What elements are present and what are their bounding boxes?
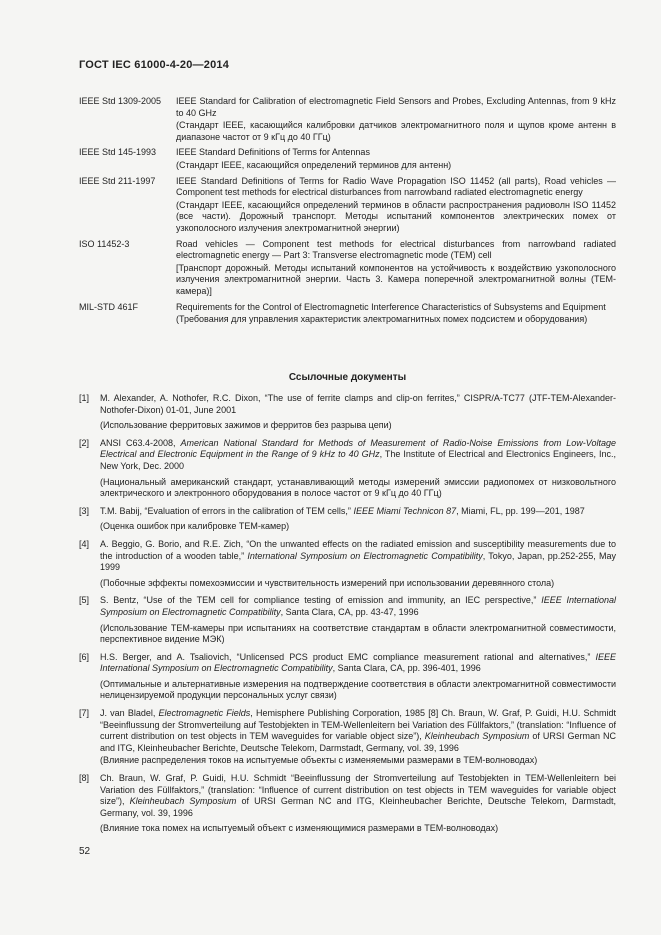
- reference-translation: (Оценка ошибок при калибровке ТЕМ-камер): [100, 521, 290, 532]
- reference-translation: (Использование ферритовых зажимов и ферритов без разрыва цепи): [100, 420, 392, 431]
- reference-body: [100, 652, 616, 702]
- standard-row: [79, 302, 616, 326]
- standard-code: ISO 11452-3: [79, 238, 130, 249]
- reference-number: [7]: [79, 708, 90, 719]
- reference-body: [100, 438, 616, 500]
- standard-description: [176, 176, 616, 235]
- reference-number: [2]: [79, 437, 90, 448]
- standard-row: [79, 176, 616, 235]
- reference-text: S. Bentz, “Use of the TEM cell for compliance testing of emission and immunity, an IEC perspective,”: [100, 595, 542, 606]
- standards-list: [79, 96, 616, 330]
- reference-citation: [100, 393, 616, 416]
- reference-text: J. van Bladel,: [100, 708, 159, 719]
- reference-text: T.M. Babij, “Evaluation of errors in the calibration of TEM cells,”: [100, 505, 354, 516]
- reference-item: [79, 393, 616, 432]
- reference-text: ANSI C63.4-2008,: [100, 437, 181, 448]
- standard-row: [79, 96, 616, 143]
- reference-italic-text: IEEE International Symposium on Electromagnetic Compatibility: [100, 651, 616, 674]
- standard-title-en: IEEE Standard for Calibration of electromagnetic Field Sensors and Probes, Excluding Antennas, from 9 kHz to 40 GHz: [176, 96, 616, 118]
- reference-item: [79, 595, 616, 645]
- reference-text: of URSI German NC and ITG, Kleinheubacher Berichte, Deutsche Telekom, Darmstadt, Germany, vol. 39, 1996: [100, 796, 617, 818]
- standard-description: [176, 96, 616, 143]
- references-list: [79, 393, 616, 841]
- standard-row: [79, 239, 616, 298]
- standard-title-ru: [Транспорт дорожный. Методы испытаний компонентов на устойчивость к воздействию узкополосного излучения электромагнитной энергии. Часть 3. Камера поперечной электромагнитной волны (ТЕМ-камера)]: [176, 262, 616, 296]
- reference-item: [79, 506, 616, 533]
- standard-title-ru: (Требования для управления характеристик электромагнитных помех подсистем и оборудования): [176, 314, 588, 325]
- standard-title-ru: (Стандарт IEEE, касающийся калибровки датчиков электромагнитного поля и щупов кроме антенн в диапазоне частот от 9 кГц до 40 ГГц): [176, 120, 616, 142]
- reference-text: A. Beggio, G. Borio, and R.E. Zich, “On the unwanted effects on the radiated emission and susceptibility measurements due to the introduction of a wooden table,”: [100, 538, 616, 561]
- reference-translation: (Влияние распределения токов на испытуемые объекты с изменяемыми размерами в ТЕМ-волноводах): [100, 755, 538, 766]
- standard-code: IEEE Std 211-1997: [79, 175, 156, 186]
- standard-title-en: IEEE Standard Definitions of Terms for Radio Wave Propagation ISO 11452 (all parts), Road vehicles — Component test methods for electrical disturbances from narrowband radiated electromagnetic energy: [176, 175, 616, 198]
- reference-italic-text: Electromagnetic Fields: [158, 708, 251, 719]
- reference-number: [5]: [79, 595, 90, 606]
- page-header: ГОСТ IEC 61000-4-20—2014: [79, 59, 230, 71]
- standard-title-en: IEEE Standard Definitions of Terms for Antennas: [176, 147, 370, 158]
- reference-number: [8]: [79, 773, 90, 784]
- reference-citation: [100, 652, 616, 675]
- reference-text: H.S. Berger, and A. Tsaliovich, “Unlicensed PCS product EMC compliance measurement rational and alternatives,”: [100, 651, 596, 662]
- reference-item: [79, 539, 616, 589]
- section-title: Ссылочные документы: [288, 372, 407, 383]
- standard-code: MIL-STD 461F: [79, 301, 139, 312]
- reference-body: [100, 773, 616, 835]
- reference-body: [100, 539, 616, 589]
- reference-translation: (Национальный американский стандарт, устанавливающий методы измерений эмиссии радиопомех от низковольтного электрического и электронного оборудования в полосе частот от 9 кГц до 40 ГГц): [100, 476, 616, 499]
- reference-number: [4]: [79, 538, 90, 549]
- reference-item: [79, 773, 616, 835]
- standard-code: IEEE Std 1309-2005: [79, 96, 162, 106]
- reference-body: [100, 393, 616, 432]
- standard-description: [176, 302, 616, 326]
- reference-text: , Hemisphere Publishing Corporation, 1985 [8] Ch. Braun, W. Graf, P. Guidi, H.U. Schmidt “Beeinflussung der Stromverteilung auf Testobjekten in TEM-Wellenleitern bei Variation des Füllfaktors,” (translation: “Influence of current distribution on test objects in TEM waveguides for variable object size”),: [100, 708, 616, 742]
- reference-text: Ch. Braun, W. Graf, P. Guidi, H.U. Schmidt “Beeinflussung der Stromverteilung auf Testobjekten in TEM-Wellenleitern bei Variation des Füllfaktors,” (translation: “Influence of current distribution on test objects in TEM waveguides for variable object size”),: [100, 773, 616, 807]
- reference-citation: [100, 708, 616, 754]
- reference-text: , Santa Clara, CA, pp. 43-47, 1996: [280, 606, 419, 617]
- reference-text: , Miami, FL, pp. 199—201, 1987: [456, 505, 585, 516]
- reference-body: [100, 708, 616, 767]
- reference-citation: [100, 438, 616, 473]
- standard-code: IEEE Std 145-1993: [79, 147, 157, 158]
- reference-number: [1]: [79, 393, 90, 403]
- standard-title-ru: (Стандарт IEEE, касающийся определений терминов для антенн): [176, 159, 452, 170]
- reference-item: [79, 652, 616, 702]
- standard-description: [176, 147, 616, 171]
- reference-italic-text: IEEE Miami Technicon 87: [353, 505, 457, 516]
- standard-title-en: Road vehicles — Component test methods for electrical disturbances from narrowband radiated electromagnetic energy — Part 3: Transverse electromagnetic mode (TEM) cell: [176, 238, 616, 261]
- standard-title-ru: (Стандарт IEEE, касающийся определений терминов в области распространения радиоволн ISO 11452 (все части). Дорожный транспорт. Методы испытаний компонентов электрических помех от узкополосного излучения электромагнитной энергии): [176, 199, 616, 233]
- reference-italic-text: Kleinheubach Symposium: [424, 731, 530, 742]
- standard-description: [176, 239, 616, 298]
- reference-text: , The Institute of Electrical and Electronics Engineers, Inc., New York, Dec. 2000: [100, 449, 617, 471]
- reference-citation: [100, 506, 616, 518]
- reference-body: [100, 595, 616, 645]
- reference-text: , Tokyo, Japan, pp.252-255, May 1999: [100, 550, 616, 573]
- reference-translation: (Влияние тока помех на испытуемый объект с изменяющимися размерами в ТЕМ-волноводах): [100, 823, 499, 834]
- reference-text: M. Alexander, A. Nothofer, R.C. Dixon, “The use of ferrite clamps and clip-on ferrites,” CISPR/A-TC77 (JTF-TEM-Alexander-Nothofer-Dixon) 01-01, June 2001: [100, 393, 616, 415]
- reference-italic-text: American National Standard for Methods of Measurement of Radio-Noise Emissions from Low-Voltage Electrical and Electronic Equipment in the Range of 9 kHz to 40 GHz: [100, 437, 616, 460]
- reference-item: [79, 708, 616, 767]
- standard-title-en: Requirements for the Control of Electromagnetic Interference Characteristics of Subsystems and Equipment: [176, 301, 606, 312]
- reference-citation: [100, 539, 616, 574]
- reference-number: [6]: [79, 651, 90, 662]
- reference-text: , Santa Clara, CA, pp. 396-401, 1996: [332, 663, 481, 674]
- reference-item: [79, 438, 616, 500]
- reference-italic-text: IEEE International Symposium on Electromagnetic Compatibility: [100, 595, 616, 617]
- reference-citation: [100, 595, 616, 618]
- reference-number: [3]: [79, 505, 90, 516]
- reference-body: [100, 506, 616, 533]
- reference-text: of URSI German NC and ITG, Kleinheubacher Berichte, Deutsche Telekom, Darmstadt, Germany, vol. 39, 1996: [100, 731, 616, 753]
- reference-citation: [100, 773, 616, 819]
- page-number: 52: [79, 846, 91, 857]
- reference-translation: (Использование ТЕМ-камеры при испытаниях на соответствие стандартам в области электромагнитной совместимости, перспективное видение МЭК): [100, 622, 616, 645]
- reference-translation: (Оптимальные и альтернативные измерения на подтверждение соответствия в области электромагнитной совместимости нелицензируемой продукции персональных услуг связи): [100, 678, 616, 701]
- reference-translation: (Побочные эффекты помехоэмиссии и чувствительность измерений при использовании деревянного стола): [100, 577, 555, 588]
- reference-italic-text: Kleinheubach Symposium: [129, 796, 237, 807]
- reference-italic-text: International Symposium on Electromagnetic Compatibility: [247, 550, 483, 561]
- standard-row: [79, 147, 616, 171]
